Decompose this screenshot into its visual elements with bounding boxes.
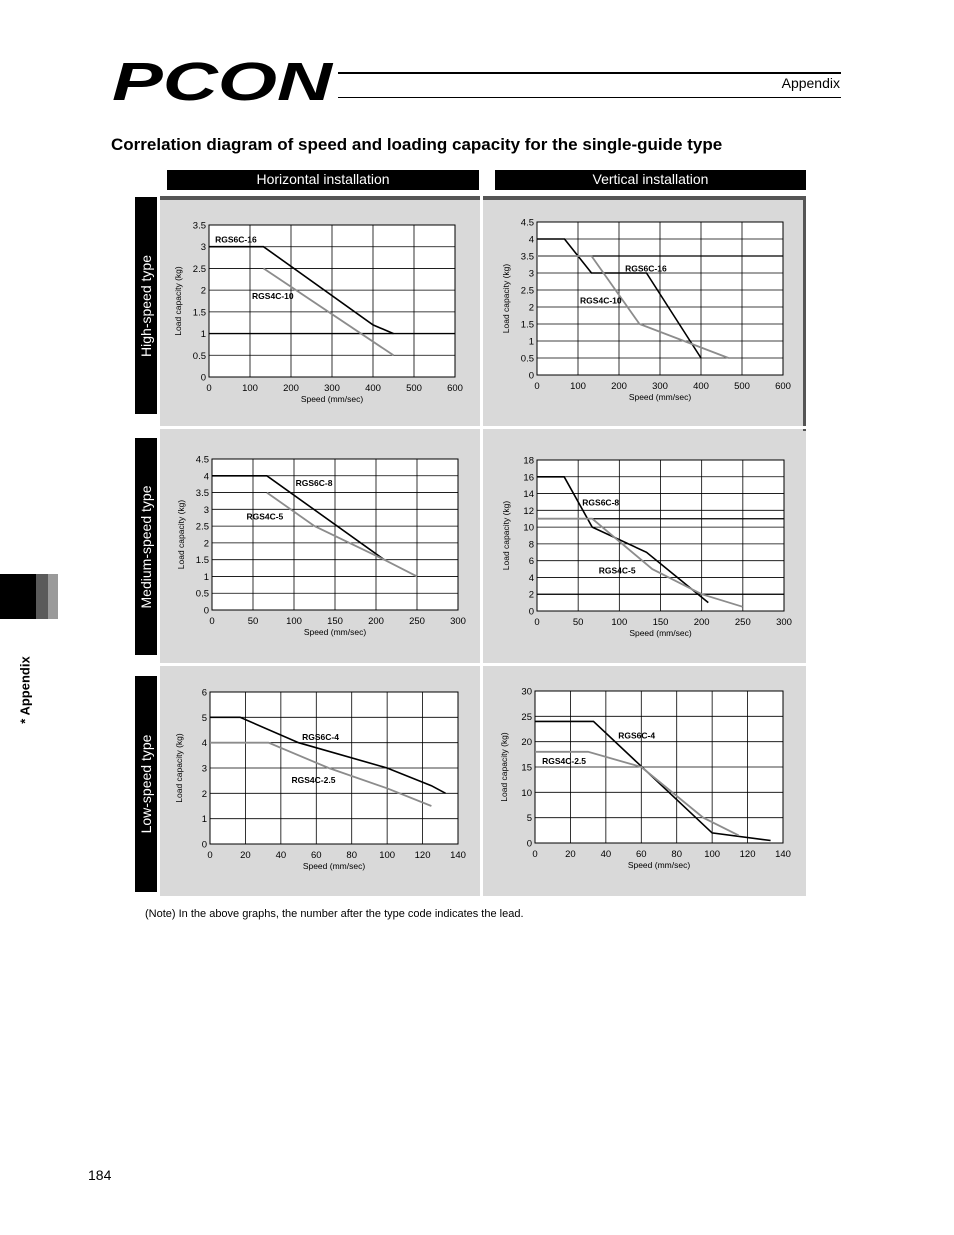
y-tick-label: 0 [528,370,534,382]
y-tick-label: 3.5 [520,251,534,263]
side-tab-block [48,574,58,619]
x-tick-label: 500 [406,383,422,394]
y-tick-label: 1.5 [195,555,209,567]
column-header-horizontal: Horizontal installation [167,170,479,190]
x-tick-label: 140 [450,850,466,861]
y-tick-label: 0.5 [192,350,206,362]
series-annotation: RGS6C-8 [295,477,333,488]
footnote: (Note) In the above graphs, the number after the type code indicates the lead. [145,908,524,920]
x-tick-label: 50 [247,616,259,627]
series-annotation: RGS6C-4 [302,732,339,743]
x-tick-label: 0 [534,617,540,628]
y-tick-label: 6 [201,687,207,699]
side-tab-block [36,574,48,619]
x-tick-label: 40 [600,849,612,860]
y-tick-label: 4 [203,471,209,483]
row-header-label: Medium-speed type [138,485,154,608]
x-axis-label: Speed (mm/sec) [629,628,692,638]
x-tick-label: 60 [635,849,647,860]
y-tick-label: 20 [521,737,532,749]
x-tick-label: 100 [286,616,302,627]
x-tick-label: 100 [611,617,628,628]
x-tick-label: 140 [775,849,791,860]
x-tick-label: 50 [572,617,584,628]
series-annotation: RGS6C-16 [625,263,667,274]
y-tick-label: 2 [203,538,209,550]
x-tick-label: 250 [409,616,425,627]
x-tick-label: 300 [324,383,340,394]
side-tab-block [0,574,36,619]
side-tab-label [10,640,40,740]
x-axis-label: Speed (mm/sec) [300,394,364,404]
y-tick-label: 4 [528,572,534,584]
y-tick-label: 5 [526,813,532,825]
y-tick-label: 1 [203,571,209,583]
x-tick-label: 300 [450,616,466,627]
y-tick-label: 0.5 [520,353,534,365]
x-tick-label: 300 [652,381,668,392]
y-tick-label: 16 [523,472,534,484]
y-tick-label: 1.5 [192,307,206,319]
x-tick-label: 250 [734,617,751,628]
y-tick-label: 6 [528,556,534,568]
y-tick-label: 30 [521,686,532,698]
y-tick-label: 2 [528,302,534,314]
x-tick-label: 400 [693,381,709,392]
x-tick-label: 20 [565,849,576,860]
x-tick-label: 200 [368,616,384,627]
x-tick-label: 150 [327,616,343,627]
side-tab-text: * Appendix [17,656,33,724]
x-tick-label: 600 [775,381,791,392]
x-tick-label: 120 [739,849,756,860]
y-axis-label: Load capacity (kg) [173,266,183,336]
x-axis-label: Speed (mm/sec) [628,392,692,402]
x-tick-label: 100 [379,850,396,861]
x-tick-label: 400 [365,383,381,394]
y-tick-label: 3 [200,242,206,254]
y-axis-label: Load capacity (kg) [176,499,186,570]
x-axis-label: Speed (mm/sec) [627,860,691,870]
x-tick-label: 100 [242,383,258,394]
x-tick-label: 20 [240,850,251,861]
y-tick-label: 0.5 [195,588,209,600]
y-tick-label: 2 [201,788,207,800]
y-tick-label: 0 [526,838,532,850]
y-tick-label: 0 [201,839,207,851]
x-tick-label: 200 [283,383,299,394]
y-tick-label: 3 [201,763,207,775]
y-axis-label: Load capacity (kg) [499,732,509,802]
y-tick-label: 14 [523,489,534,501]
x-tick-label: 0 [534,381,540,392]
y-tick-label: 2.5 [195,521,209,533]
y-axis-label: Load capacity (kg) [501,263,511,334]
y-tick-label: 4 [528,234,534,246]
x-tick-label: 0 [206,383,212,394]
y-tick-label: 2 [200,285,206,297]
y-tick-label: 12 [523,505,534,517]
page-title: Correlation diagram of speed and loading capacity for the single-guide type [111,135,723,154]
column-header-vertical: Vertical installation [495,170,806,190]
x-tick-label: 40 [275,850,287,861]
row-header-label: High-speed type [138,254,154,357]
x-tick-label: 200 [611,381,627,392]
y-tick-label: 4 [201,738,207,750]
x-tick-label: 100 [570,381,586,392]
x-tick-label: 80 [346,850,358,861]
y-tick-label: 2.5 [192,263,206,275]
x-tick-label: 150 [652,617,669,628]
y-tick-label: 1 [528,336,534,348]
y-tick-label: 10 [523,522,534,534]
row-header-label: Low-speed type [138,734,154,834]
series-annotation: RGS4C-2.5 [542,755,587,766]
x-tick-label: 0 [209,616,215,627]
y-tick-label: 3.5 [192,220,206,232]
series-annotation: RGS4C-10 [580,295,622,306]
series-annotation: RGS4C-5 [598,565,636,576]
y-tick-label: 1.5 [520,319,534,331]
y-tick-label: 0 [528,606,534,618]
y-tick-label: 15 [521,762,532,774]
x-tick-label: 60 [310,850,322,861]
x-tick-label: 600 [447,383,463,394]
x-tick-label: 120 [414,850,431,861]
series-annotation: RGS6C-8 [582,497,620,508]
svg-text:PCON: PCON [112,56,334,106]
y-tick-label: 5 [201,712,207,724]
series-annotation: RGS4C-10 [252,290,294,301]
y-tick-label: 4.5 [520,217,534,229]
x-tick-label: 300 [776,617,792,628]
x-tick-label: 200 [693,617,710,628]
y-tick-label: 1 [201,814,207,826]
page-number: 184 [88,1167,112,1183]
series-annotation: RGS6C-16 [215,234,257,245]
y-tick-label: 3 [528,268,534,280]
x-tick-label: 80 [671,849,683,860]
section-label: Appendix [781,75,840,91]
x-tick-label: 0 [207,850,213,861]
y-tick-label: 3.5 [195,488,209,500]
y-tick-label: 0 [200,372,206,384]
x-tick-label: 0 [532,849,538,860]
y-tick-label: 4.5 [195,454,209,466]
y-tick-label: 10 [521,787,532,799]
x-axis-label: Speed (mm/sec) [303,627,367,637]
plot-area [499,687,791,871]
series-annotation: RGS4C-5 [246,511,284,522]
x-axis-label: Speed (mm/sec) [302,861,366,871]
y-tick-label: 8 [528,539,534,551]
y-axis-label: Load capacity (kg) [174,733,184,803]
series-annotation: RGS4C-2.5 [291,775,336,786]
y-axis-label: Load capacity (kg) [501,500,511,571]
y-tick-label: 1 [200,329,206,341]
y-tick-label: 18 [523,455,534,467]
x-tick-label: 100 [704,849,721,860]
y-tick-label: 25 [521,711,532,723]
y-tick-label: 0 [203,605,209,617]
y-tick-label: 3 [203,504,209,516]
series-annotation: RGS6C-4 [618,730,656,741]
y-tick-label: 2.5 [520,285,534,297]
x-tick-label: 500 [734,381,750,392]
y-tick-label: 2 [528,589,534,601]
